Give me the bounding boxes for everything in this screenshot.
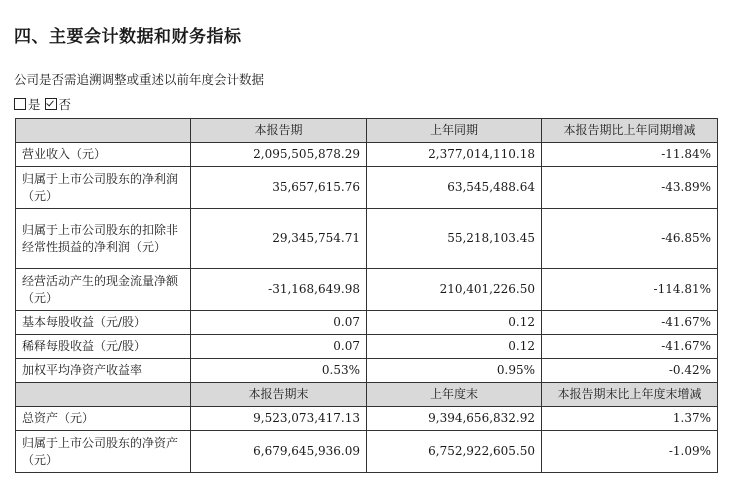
change-value: -43.89% — [542, 167, 718, 209]
current-value: 0.07 — [191, 335, 367, 359]
row-label: 总资产（元） — [16, 407, 191, 431]
table-header-row — [16, 383, 718, 407]
financial-indicators-table — [15, 118, 718, 473]
table-row — [16, 359, 718, 383]
prior-value: 55,218,103.45 — [367, 209, 542, 269]
checkbox-unchecked-icon[interactable] — [14, 98, 26, 110]
change-value: 1.37% — [542, 407, 718, 431]
current-value: 0.07 — [191, 311, 367, 335]
section-title: 四、主要会计数据和财务指标 — [14, 27, 242, 47]
row-label: 加权平均净资产收益率 — [16, 359, 191, 383]
row-label: 归属于上市公司股东的扣除非经常性损益的净利润（元） — [16, 209, 191, 269]
table-row — [16, 269, 718, 311]
change-value: -46.85% — [542, 209, 718, 269]
header-cell: 本报告期 — [191, 119, 367, 143]
prior-value: 0.95% — [367, 359, 542, 383]
row-label: 稀释每股收益（元/股） — [16, 335, 191, 359]
current-value: -31,168,649.98 — [191, 269, 367, 311]
option-yes-label: 是 — [28, 97, 41, 112]
restatement-question: 公司是否需追溯调整或重述以前年度会计数据 — [14, 72, 265, 87]
table-row — [16, 407, 718, 431]
row-label: 经营活动产生的现金流量净额（元） — [16, 269, 191, 311]
header-cell: 上年同期 — [367, 119, 542, 143]
table-row — [16, 209, 718, 269]
change-value: -11.84% — [542, 143, 718, 167]
table-row — [16, 335, 718, 359]
current-value: 6,679,645,936.09 — [191, 431, 367, 473]
option-yes[interactable] — [14, 95, 41, 113]
option-no-label: 否 — [58, 97, 72, 112]
change-value: -0.42% — [542, 359, 718, 383]
header-cell-empty — [16, 119, 191, 143]
prior-value: 6,752,922,605.50 — [367, 431, 542, 473]
row-label: 营业收入（元） — [16, 143, 191, 167]
current-value: 35,657,615.76 — [191, 167, 367, 209]
row-label: 归属于上市公司股东的净利润（元） — [16, 167, 191, 209]
table-row — [16, 431, 718, 473]
row-label: 归属于上市公司股东的净资产（元） — [16, 431, 191, 473]
header-cell-empty — [16, 383, 191, 407]
header-cell: 本报告期末 — [191, 383, 367, 407]
prior-value: 9,394,656,832.92 — [367, 407, 542, 431]
current-value: 29,345,754.71 — [191, 209, 367, 269]
checkbox-checked-icon[interactable] — [45, 98, 57, 110]
change-value: -114.81% — [542, 269, 718, 311]
prior-value: 63,545,488.64 — [367, 167, 542, 209]
header-cell: 本报告期末比上年度末增减 — [542, 383, 718, 407]
table-row — [16, 167, 718, 209]
change-value: -41.67% — [542, 335, 718, 359]
current-value: 2,095,505,878.29 — [191, 143, 367, 167]
change-value: -1.09% — [542, 431, 718, 473]
current-value: 9,523,073,417.13 — [191, 407, 367, 431]
header-cell: 上年度末 — [367, 383, 542, 407]
table-row — [16, 143, 718, 167]
restatement-options — [14, 95, 75, 113]
row-label: 基本每股收益（元/股） — [16, 311, 191, 335]
table-row — [16, 311, 718, 335]
current-value: 0.53% — [191, 359, 367, 383]
prior-value: 0.12 — [367, 335, 542, 359]
change-value: -41.67% — [542, 311, 718, 335]
prior-value: 2,377,014,110.18 — [367, 143, 542, 167]
prior-value: 210,401,226.50 — [367, 269, 542, 311]
table-header-row — [16, 119, 718, 143]
option-no[interactable] — [45, 95, 72, 113]
header-cell: 本报告期比上年同期增减 — [542, 119, 718, 143]
prior-value: 0.12 — [367, 311, 542, 335]
